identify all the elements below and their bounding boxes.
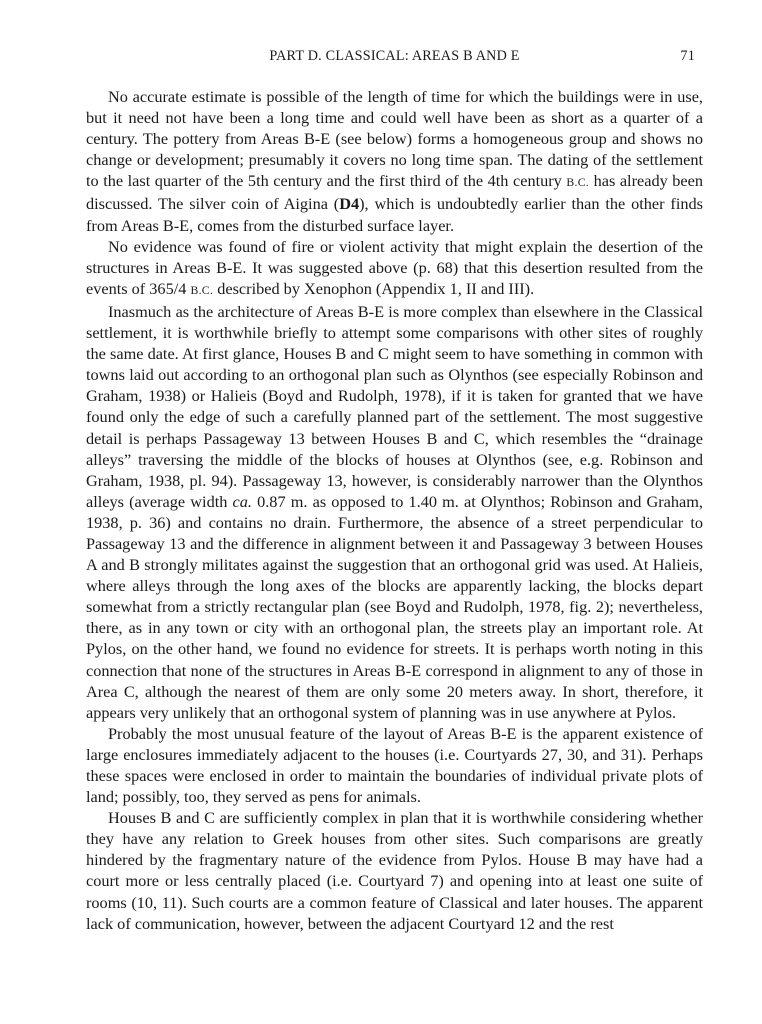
running-title: PART D. CLASSICAL: AREAS B AND E [269,48,520,64]
paragraph-3 [86,301,703,723]
paragraph-5 [86,807,703,934]
paragraph-2-text-b: described by Xenophon (Appendix 1, II and III). [213,278,535,298]
running-head [86,48,703,70]
page-number: 71 [680,48,695,64]
paragraph-4 [86,723,703,807]
paragraph-4-text: Probably the most unusual feature of the layout of Areas B-E is the apparent existence of large enclosures immediately adjacent to the houses (i.e. Courtyards 27, 30, and 31). Perhaps these spaces were enclosed in order to maintain the boundaries of individual private plots of land; possibly, too, they served as pens for animals. [86,723,703,807]
circa-abbreviation: ca. [232,491,252,511]
paragraph-1-text-c: ), which is undoubtedly earlier than the other finds from Areas B-E, comes from the disturbed surface layer. [86,194,703,235]
book-page [86,48,703,934]
body-text [86,86,703,934]
paragraph-1 [86,86,703,236]
paragraph-1-text-a: No accurate estimate is possible of the length of time for which the buildings were in use, but it need not have been a long time and could well have been as short as a quarter of a century. The pottery from Areas B-E (see below) forms a homogeneous group and shows no change or development; presumably it covers no long time span. The dating of the settlement to the last quarter of the 5th century and the first third of the 4th century [86,87,703,191]
era-abbreviation: B.C. [190,283,214,297]
paragraph-3-text-a: Inasmuch as the architecture of Areas B-E is more complex than elsewhere in the Classical settlement, it is worthwhile briefly to attempt some comparisons with other sites of roughly the same date. At first glance, Houses B and C might seem to have something in common with towns laid out according to an orthogonal plan such as Olynthos (see especially Robinson and Graham, 1938) or Halieis (Boyd and Rudolph, 1978), if it is taken for granted that we have found only the edge of such a carefully planned part of the settlement. The most suggestive detail is perhaps Passageway 13 between Houses B and C, which resembles the “drainage alleys” traversing the middle of the blocks of houses at Olynthos (see, e.g. Robinson and Graham, 1938, pl. 94). Passageway 13, however, is considerably narrower than the Olynthos alleys (average width [86,301,703,511]
paragraph-5-text: Houses B and C are sufficiently complex in plan that it is worthwhile considering whether they have any relation to Greek houses from other sites. Such comparisons are greatly hindered by the fragmentary nature of the evidence from Pylos. House B may have had a court more or less centrally placed (i.e. Courtyard 7) and opening into at least one suite of rooms (10, 11). Such courts are a common feature of Classical and later houses. The apparent lack of communication, however, between the adjacent Courtyard 12 and the rest [86,808,703,933]
paragraph-1-text-b: has already been discussed. The silver coin of Aigina ( [86,171,703,214]
paragraph-2 [86,236,703,301]
paragraph-3-text-b: 0.87 m. as opposed to 1.40 m. at Olynthos; Robinson and Graham, 1938, p. 36) and contains no drain. Furthermore, the absence of a street perpendicular to Passageway 13 and the difference in alignment between it and Passageway 3 between Houses A and B strongly militates against the suggestion that an orthogonal grid was used. At Halieis, where alleys through the long axes of the blocks are apparently lacking, the blocks depart somewhat from a strictly rectangular plan (see Boyd and Rudolph, 1978, fig. 2); nevertheless, there, as in any town or city with an orthogonal plan, the streets play an important role. At Pylos, on the other hand, we found no evidence for streets. It is perhaps worth noting in this connection that none of the structures in Areas B-E correspond in alignment to any of those in Area C, although the nearest of them are only some 20 meters away. In short, therefore, it appears very unlikely that an orthogonal system of planning was in use anywhere at Pylos. [86,491,703,722]
paragraph-2-text-a: No evidence was found of fire or violent activity that might explain the desertion of the structures in Areas B-E. It was suggested above (p. 68) that this desertion resulted from the events of 365/4 [86,236,703,298]
era-abbreviation: B.C. [566,176,590,190]
coin-reference: D4 [339,194,360,214]
